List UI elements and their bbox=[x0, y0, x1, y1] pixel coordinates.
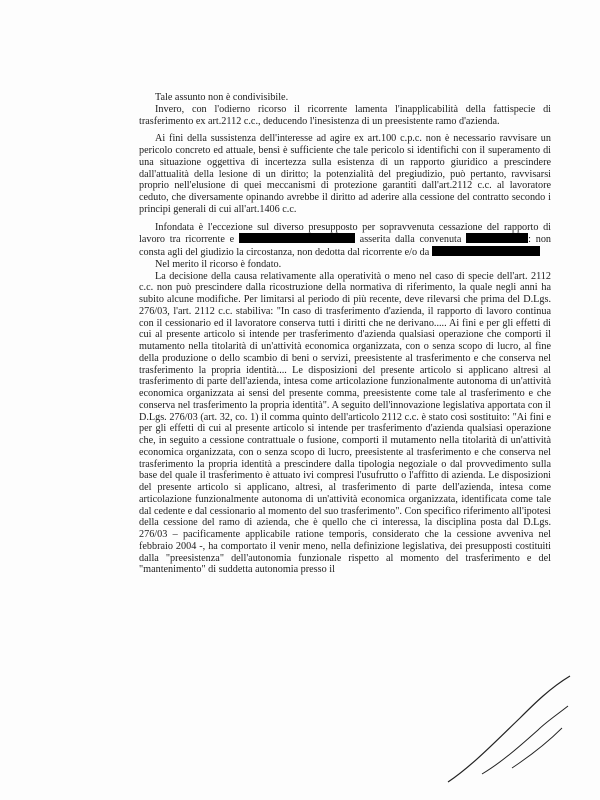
paragraph-4-part-b: asserita dalla convenuta bbox=[359, 234, 462, 246]
paragraph-6: La decisione della causa relativamente alla operatività o meno nel caso di specie dell'art. 2112 c.c. non può prescindere dalla ricostruzione della normativa di riferimento, la quale negli anni ha subito alcune modifiche. Per limitarsi al periodo di più recente, deve rilevarsi che prima del D.Lgs. 276/03, l'art. 2112 c.c. stabiliva: "In caso di trasferimento d'azienda, il rapporto di lavoro continua con il cessionario ed il lavoratore conserva tutti i diritti che ne derivano..... Ai fini e per gli effetti di cui al presente articolo si intende per trasferimento d'azienda qualsiasi operazione che comporti il mutamento nella titolarità di un'attività economica organizzata, con o senza scopo di lucro, al fine della produzione o dello scambio di beni o servizi, preesistente al trasferimento e che conserva nel trasferimento la propria identità.... Le disposizioni del presente articolo si applicano altresì al trasferimento di parte dell'azienda, intesa come articolazione funzionalmente autonoma di un'attività economica organizzata ai sensi del presente comma, preesistente come tale al trasferimento e che conserva nel trasferimento la propria identità". A seguito dell'innovazione legislativa apportata con il D.Lgs. 276/03 (art. 32, co. 1) il comma quinto dell'articolo 2112 c.c. è stato così sostituito: "Ai fini e per gli effetti di cui al presente articolo si intende per trasferimento d'azienda qualsiasi operazione che, in seguito a cessione contrattuale o fusione, comporti il mutamento nella titolarità di un'attività economica organizzata, con o senza scopo di lucro, preesistente al trasferimento e che conserva nel trasferimento la propria identità a prescindere dalla tipologia negoziale o dal provvedimento sulla base del quale il trasferimento è attuato ivi compresi l'usufrutto o l'affitto di azienda. Le disposizioni del presente articolo si applicano, altresì, al trasferimento di parte dell'azienda, intesa come articolazione funzionalmente autonoma di un'attività economica organizzata, identificata come tale dal cedente e dal cessionario al momento del suo trasferimento". Con specifico riferimento all'ipotesi della cessione del ramo di azienda, che è quello che ci interessa, la disciplina posta dal D.Lgs. 276/03 – pacificamente applicabile ratione temporis, considerato che la cessione avveniva nel febbraio 2004 -, ha comportato il venir meno, nella definizione legislativa, dei presupposti costituiti dalla "preesistenza" dell'autonomia funzionale rispetto al momento del trasferimento e del "mantenimento" di suddetta autonomia presso il bbox=[139, 270, 551, 576]
paragraph-4 bbox=[139, 222, 551, 259]
redaction-block bbox=[466, 233, 528, 243]
paragraph-4-part-c: : non consta agli del giudizio la circostanza, non dedotta dal ricorrente e/o da bbox=[139, 234, 552, 258]
paragraph-3: Ai fini della sussistenza dell'interesse ad agire ex art.100 c.p.c. non è necessario ravvisare un pericolo concreto ed attuale, bensì è sufficiente che tale pericolo si identifichi con il superamento di una situazione oggettiva di incertezza sulla esistenza di un rapporto giuridico a prescindere dall'attualità della lesione di un diritto; la potenzialità del pregiudizio, può pertanto, ravvisarsi proprio nell'elusione di quei meccanismi di protezione garantiti dall'art.2112 c.c. al lavoratore ceduto, che diversamente opinando avrebbe il diritto ad aderire alla cessione del contratto secondo i principi generali di cui all'art.1406 c.c. bbox=[139, 133, 551, 215]
paragraph-5: Nel merito il ricorso è fondato. bbox=[155, 258, 282, 270]
handwritten-signature bbox=[442, 670, 592, 790]
paragraph-4-part-a: Infondata è l'eccezione sul diverso presupposto per sopravvenuta cessazione del rapporto di lavoro tra ricorrente e bbox=[139, 221, 551, 246]
redaction-block bbox=[239, 233, 355, 243]
document-body bbox=[139, 92, 551, 576]
paragraph-1: Tale assunto non è condivisibile. bbox=[155, 92, 289, 103]
paragraph-2: Invero, con l'odierno ricorso il ricorrente lamenta l'inapplicabilità della fattispecie di trasferimento ex art.2112 c.c., deducendo l'inesistenza di un preesistente ramo d'azienda. bbox=[139, 103, 551, 127]
redaction-block bbox=[432, 246, 540, 256]
